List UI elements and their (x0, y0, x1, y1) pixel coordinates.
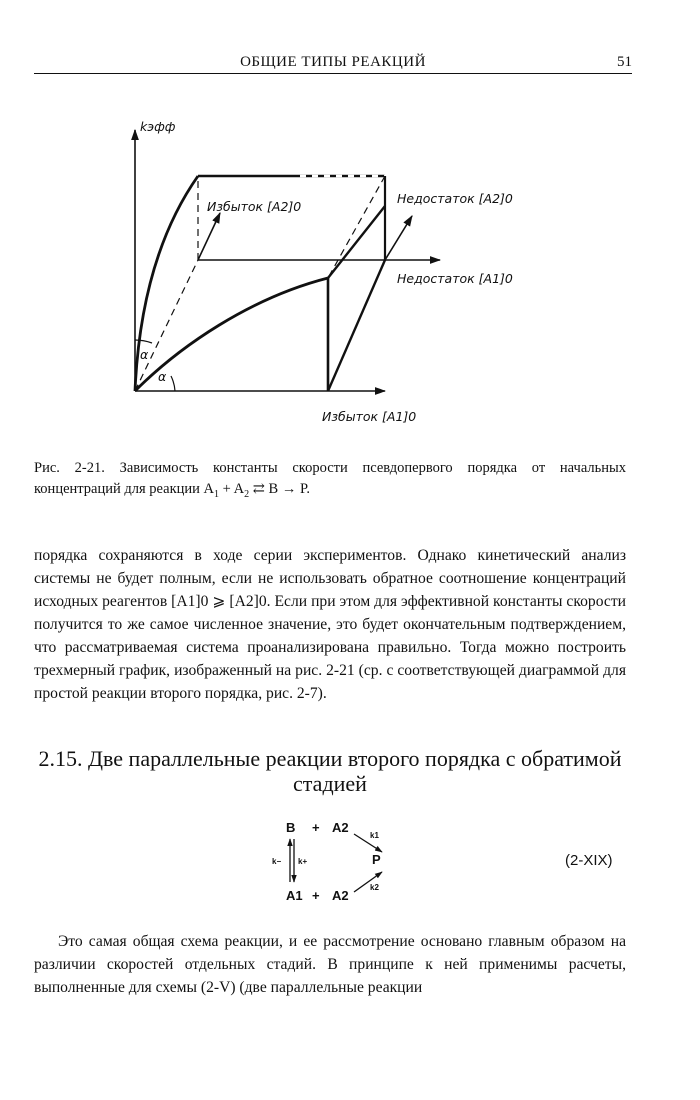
section-title: Две параллельные реакции второго порядка с обратимой стадией (88, 746, 622, 796)
alpha-arc-horizontal (171, 376, 175, 391)
y-axis-label: kэфф (140, 119, 176, 134)
scheme-A1: A1 (286, 888, 303, 903)
running-title: ОБЩИЕ ТИПЫ РЕАКЦИЙ (240, 54, 426, 70)
figure-2-21 (100, 118, 540, 438)
caption-text-start: Рис. 2-21. Зависимость константы скорости псевдопервого порядка от начальных концентраций для реакции A (34, 460, 626, 497)
alpha-label-bottom: α (158, 369, 167, 384)
label-excess-a2: Избыток [A2]0 (207, 199, 302, 214)
header-rule (34, 73, 632, 74)
section-heading (34, 746, 626, 796)
scheme-k1: k1 (370, 831, 379, 840)
label-excess-a1: Избыток [A1]0 (322, 409, 417, 424)
label-shortage-a1: Недостаток [A1]0 (397, 271, 513, 286)
label-shortage-a2: Недостаток [A2]0 (397, 191, 513, 206)
scheme-P: P (372, 852, 381, 867)
page-number: 51 (617, 54, 632, 70)
paragraph-continuation: порядка сохраняются в ходе серии экспериментов. Однако кинетический анализ системы не будет полным, если не использовать обратное соотношение концентраций исходных реагентов [A1]0 ⩾ [A2]0. Если при этом для эффективной константы скорости получится то же самое численное значение, это будет окончательным подтверждением, что рассматриваемая система проанализирована правильно. Тогда можно построить трехмерный график, изображенный на рис. 2-21 (ср. с соответствующей диаграммой для простой реакции второго порядка, рис. 2-7). (34, 547, 626, 702)
reaction-scheme (252, 814, 412, 914)
scheme-k2: k2 (370, 883, 379, 892)
scheme-B: B (286, 820, 296, 835)
back-diagonal-edge (328, 260, 385, 391)
arrow-excess-a2 (198, 213, 220, 260)
running-header (34, 54, 632, 74)
arrow-shortage-a2 (385, 216, 412, 260)
reaction-scheme-diagram (252, 814, 412, 914)
front-diagonal-edge (328, 206, 385, 278)
scheme-A2-top: A2 (332, 820, 349, 835)
scheme-k-minus: k− (272, 857, 282, 866)
scheme-plus-top: + (312, 820, 320, 835)
depth-axis-dashed (135, 260, 198, 391)
top-diagonal-dashed (328, 176, 385, 278)
caption-text-end: B → P. (264, 481, 311, 497)
scheme-A2-bottom: A2 (332, 888, 349, 903)
figure-caption: Рис. 2-21. Зависимость константы скорости псевдопервого порядка от начальных концентраций для реакции $A_1 + A_2$ ⇄ B → P. (34, 460, 626, 500)
scheme-plus-bottom: + (312, 888, 320, 903)
paragraph-scheme-discussion: Это самая общая схема реакции, и ее рассмотрение основано главным образом на различии скоростей отдельных стадий. В принципе к ней применимы расчеты, выполненные для схемы (2-V) (две параллельные реакции (34, 933, 626, 996)
equation-number: (2-XIX) (565, 852, 613, 869)
scheme-k-plus: k+ (298, 857, 308, 866)
alpha-label-left: α (140, 347, 149, 362)
figure-2-21-diagram (100, 118, 540, 438)
section-number: 2.15. (38, 746, 83, 771)
alpha-arc-vertical (135, 340, 152, 343)
